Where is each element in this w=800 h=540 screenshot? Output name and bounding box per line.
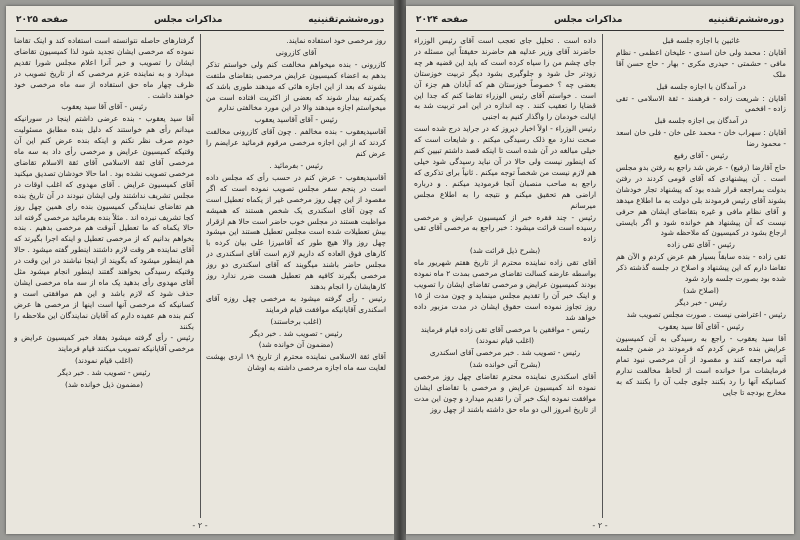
right-column-divider [602,34,603,518]
right-page-header [416,12,784,28]
left-page-number: - ۲ - [192,521,208,530]
left-header-rule [16,30,384,31]
right-header-series: دوره‌ششم‌تقنینیه [708,15,784,25]
book-gutter [394,0,406,540]
speaker-heading: رئیس - آقای تقی زاده [667,240,735,250]
paragraph: آقاسیدیعقوب - عرض کنم در حسب رأی که مجلس داده است در پنجم سفر مجلس تصویب نموده است که اگر مقصود از این چهل روز مرخصی غیر از یکماه تعطیل است که چون آقای اسکندری یک شخص هستند که همیشه مواظبت هستند در مجلس خوب حاضر است حالا هم ازقرار بیش تعطیلات شده است مجلس تعطیل هستند این میشود چهل روز والا هیچ طور که آقامیرزا علی بیان کرده با کارهای فوق العاده که داریم لازم است آقای اسکندری در مجلس حاضر باشند میگویند که آقای اسکندری دو روز مرخصی بگیرند کافیه هم تعطیل هست ضرر ندارد روز کارهایشان را انجام بدهند [206,172,386,291]
left-page-header [16,12,384,28]
paragraph: آقای ثقة الاسلامی نماینده محترم از تاریخ ۱۹ اردی بهشت لغایت سه ماه اجازه مرخصی داشته به اوشان [206,352,386,373]
note: (بشرح آتی خوانده شد) [469,360,541,370]
note: (بشرح ذیل قرائت شد) [469,246,541,256]
paragraph: آقای تقی زاده نماینده محترم از تاریخ هفتم شهریور ماه بواسطه عارضه کسالت تقاضای مرخصی بمدت ۲ ماه نموده بودند کمیسیون عرایض و مرخصی تقاضای ایشان را تصویب و اینک خبر آن را تقدیم مجلس مینماید و چون مدت از ۱۵ روز تجاوز نموده است حقوق ایشان در مدت مزبور داده خواهد شد [414,258,596,322]
paragraph: رئیس - موافقین با مرخصی آقای تقی زاده قیام فرمایند [420,324,590,334]
section-heading: در آمدگان بی اجازه جلسه قبل [654,116,748,126]
paragraph: رئیس الوزراء - اولاً اخبار دیروز که در جراید درج شده است صحت ندارد مع ذلک رسیدگی میکنم . و شایعات است که خیلی مبالغه در آن شده است تا اینکه قصد داشتم تبیین کنم که اینطور نیست ولی حالا در آن نباید رسیدگی شود خیلی هم لازم نیست من شخصاً توجه میکنم . ثانیاً برای تذکری که راجع به صاحب منصبان آنجا فرمودید میکنم . و درباره اراضی هم تحقیق میکنم و نتیجه را به اطلاع مجلس میرسانم [414,124,596,210]
left-header-title: مذاکرات مجلس [154,15,223,25]
left-page-left-column [14,36,194,516]
paragraph: تقی زاده - بنده سابقاً بسیار هم عرض کردم و الآن هم تقاضا دارم که این پیشنهاد و اصلاح در جلسه گذشته ذکر شده بود بصورت جلسه وارد شود [616,252,786,284]
paragraph: رئیس - تصویب شد . خبر مرخصی آقای اسکندری [429,348,581,358]
note: (مضمون آن خوانده شد) [258,340,334,350]
right-page-left-column [414,36,596,516]
speaker-heading: رئیس - آقای آقا سید یعقوب [658,321,744,331]
paragraph: حاج آقارضا (رفیع) - عرض شد راجع به رفتن بدو مجلس است . آن پیشنهادی که آقای قومی کردند در رفتن بدولت بمراجعه قرار شده بود که پیشنهاد تجار خودشان بشوند آقای رئیس فرمودند بلی دولت به ما اطلاع میدهد و آقای نظام مافی و غیره بتقاضای ایشان هم حرفی نیست که آن پیشنهاد هم خوانده شود و اگر بایستی ارجاع بشود در کمیسیون که ملاحظه شود [616,162,786,238]
left-header-page: صفحه ۲۰۲۵ [16,15,69,25]
paragraph: رئیس - تصویب شد . خبر دیگر [249,328,343,338]
right-page-number: - ۲ - [592,521,608,530]
note: (اغلب برخاستند) [270,316,322,326]
paragraph: روز مرخصی خود استفاده نمایند. [286,36,386,45]
paragraph: داده است . تحلیل جای تعجب است آقای رئیس الوزراء حاضرند آقای وزیر عدلیه هم حاضرند حقیقتاً این مسئله در جای چشم من را سیاه کرده است که باید این قضیه هر چه زودتر حل شود و جلوگیری بشود دیگر تربیت خوزستان بعضی چه ؟ خصوصاً خوزستان هم که آبادان هم جزء آن است . خواستم آقای رئیس الوزراء تقاضا کنم که جدا این قضایا را تعقیب کنند . چه اندازه در این امر تربیت شد به ایالت خودمان را واگذار کنیم به اجنبی [414,36,596,122]
speaker-heading: رئیس - آقای رفیع [674,151,728,161]
note: (اصلاح شد) [683,285,719,295]
paragraph: آقایان : شریعت زاده - فرهمند - ثقة الاسلامی - تقی زاده - افخمی [616,93,786,114]
paragraph: رئیس - رأی گرفته میشود به مرخصی چهل روزه آقای اسکندری آقایانیکه موافقت قیام فرمایند [206,293,386,314]
paragraph: رئیس - اعتراضی نیست . صورت مجلس تصویب شد [626,309,786,319]
paragraph: آقایان : محمد ولی خان اسدی - علیخان اعظمی - نظام مافی - حشمتی - حیدری مکری - بهار - حاج حسن آقا ملک [616,47,786,79]
paragraph: آقاسیدیعقوب - بنده مخالفم . چون آقای کازرونی مخالفت کردند که از این اجازه مرخصی مرقوم فرمائید عرایضم را عرض کنم [206,127,386,159]
paragraph: رئیس - تصویب شد . خبر دیگر [57,368,151,378]
note: (اغلب قیام نمودند) [74,356,134,366]
right-page [406,6,794,534]
left-header-series: دوره‌ششم‌تقنینیه [308,15,384,25]
paragraph: آقای اسکندری نماینده محترم تقاضای چهل روز مرخصی نموده اند کمیسیون عرایض و مرخصی با تقاضای ایشان موافقت نموده اینک خبر آن را تقدیم میدارد و چون این مدت از تاریخ امروز الی دو ماه حق داشته باشند از چهل روز [414,372,596,414]
left-page-right-column [206,36,386,516]
note: (اغلب قیام نمودند) [475,336,535,346]
paragraph: رئیس - رأی گرفته میشود بفقاد خبر کمیسیون عرایض و مرخصی آقایانیکه تصویب میکنند قیام فرمایند [14,333,194,354]
right-header-page: صفحه ۲۰۲۴ [416,15,469,25]
right-header-title: مذاکرات مجلس [554,15,623,25]
section-heading: در آمدگان با اجازه جلسه قبل [656,81,746,91]
note: (مضمون ذیل خوانده شد) [65,380,143,390]
paragraph: گرفتارهای حاصله نتوانسته است استفاده کند و اینک تقاضا نموده که مرخصی ایشان تجدید شود لذا کمیسیون تقاضای ایشان را تصویب و خبر آنرا اعلام مجلس شورا تقدیم میدارد و به نماینده عزم مرخصی که از تاریخ تصویب در ظرف چهار ماه حق استفاده از سه ماه مرخصی خود خواهند داشت . [14,36,194,100]
paragraph: آقایان : سهراب خان - محمد علی خان - فلی خان اسعد - محمود رضا [616,128,786,149]
right-header-rule [416,30,784,31]
speaker-heading: رئیس - بفرمائید . [269,160,323,170]
speaker-heading: آقای کازرونی [275,47,317,57]
paragraph: کازرونی - بنده میخواهم مخالفت کنم ولی خواستم تذکر بدهم به اعضاء کمیسیون عرایض مرخصی بتقاضای ملتفت بشوند که بعد از این اجازه هائی که میدهند طوری باشد که پکمرتبه بیدار شوند که بعضی از اکثریت افتاده است من میخواستم اجازه میدهند والا در این مورد مخالفتی ندارم [206,59,386,113]
speaker-heading: رئیس - آقای آقا سید یعقوب [61,102,147,112]
paragraph: رئیس - چند فقره خبر از کمیسیون عرایض و مرخصی رسیده است قرائت میشود : خبر راجع به مرخصی آقای تقی زاده [414,212,596,244]
right-page-right-column [616,36,786,516]
paragraph: آقا سید یعقوب - بنده عرضی داشتم اینجا در سورانیکه میدانم رأی هم خواستند که دلیل بنده مطابق مسئولیت خودم صرف نظر نکنم و اینکه بنده عرض کنم این آن وقتیکه کمیسیون عرایض و مرخصی رأی داد به سه ماه مرخصی آقای ثقة الاسلامی آقای ثقة الاسلام تقاضای مرخصی تصویب نشده بود . اما حالا خودشان تصدیق میکنید آقای کمیسیون عرایض . آقای مهدوی که اغلب اوقات در مجلس تشریف نداشتند ولی ایشان نبودند در آن تاریخ بنده هم تقاضای نمایندگی کمیسیون بنده رای همین چهل روز کجا تشریف نبرده اند . مثلاً بنده بفرمائید مرخصی گرفته اند حالا یکماه که ما تعطیل آنوقت هم مرخصی بدهیم . بنده بخواهم بدانیم که از مرخصی تعطیل و اینکه اجرا بگیرند که آقای نماینده هر وقت لازم داشتند اینطور گفته میشود . حالا هم اینطور میشود که بگویند از اینجا نباشند در این وقت در وقتیکه رسیدگی بخواهند گفتند اینطور انجام میشود مثل آقای مهدوی رأی بدهید یک ماه از سه ماه مرخصی ایشان حذف شود که لازم باشد و این هم موافقتی است و کسانیکه که مرخصی آنها است اینها از مرخصی ها عرض کنم بنده هم عقیده دارم که آقایان نمایندگان این ملاحظه را بکنند [14,114,194,331]
speaker-heading: رئیس - آقای آقاسید یعقوب [254,115,338,125]
paragraph: رئیس - خبر دیگر [675,297,727,307]
paragraph: آقا سید یعقوب - راجع به رسیدگی به آن کمیسیون عرایض بنده عرض کردم که فرمودند در ضمن جلسه آتیه مراجعه کنند و مقصود از آن مرخصی نبود تمام فرمایشات مرا خوانده است از لحاظ مخالفت ندارم کسانیکه آنها را رد بکنند جلوی جلب آن را بکنند که به مخارج بودجه تا جایی [616,333,786,398]
left-column-divider [200,34,201,518]
left-page [6,6,394,534]
section-heading: غائبین با اجازه جلسه قبل [662,36,740,45]
